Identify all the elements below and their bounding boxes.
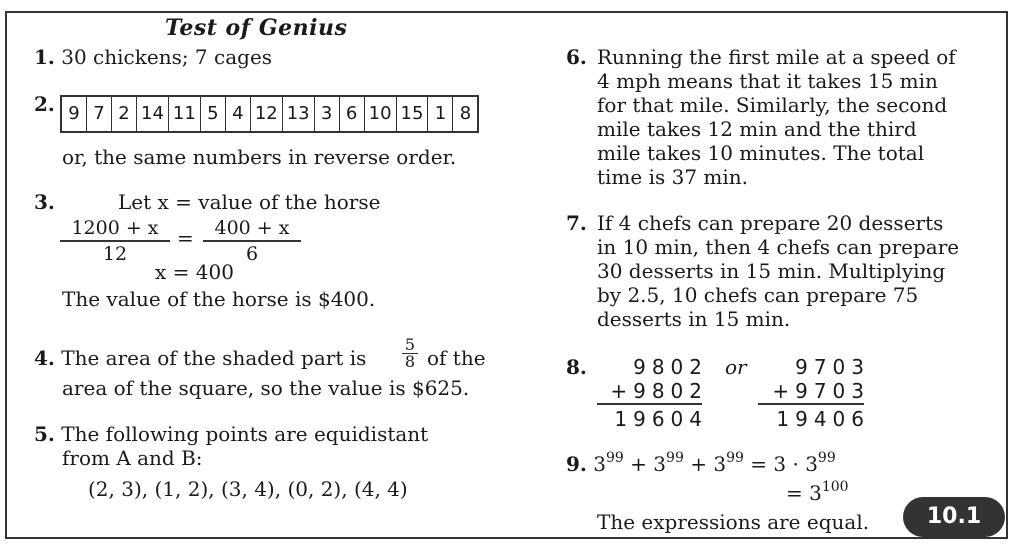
exponent: 99 xyxy=(726,450,744,466)
text-line: desserts in 15 min. xyxy=(597,307,791,331)
text-line: by 2.5, 10 chefs can prepare 75 xyxy=(597,283,919,307)
problem-8-number: 8. xyxy=(566,355,587,379)
exponent: 99 xyxy=(817,450,836,466)
problem-2-note: or, the same numbers in reverse order. xyxy=(62,145,457,169)
fraction-five-eighths xyxy=(402,337,418,370)
sequence-cell: 11 xyxy=(169,97,201,131)
sequence-cell: 8 xyxy=(459,103,472,124)
sequence-cell: 15 xyxy=(397,97,429,131)
problem-4-text-b: of the xyxy=(427,346,486,370)
problem-7-number: 7. xyxy=(566,211,587,235)
addend-bottom: +9703 xyxy=(772,379,870,403)
text-line: in 10 min, then 4 chefs can prepare xyxy=(597,235,960,259)
sequence-cell: 7 xyxy=(87,97,112,131)
problem-number: 4. xyxy=(34,346,55,370)
problem-4-line-1 xyxy=(34,346,366,370)
plus-sign: + xyxy=(690,452,707,476)
sequence-cell: 13 xyxy=(283,97,315,131)
problem-5-points: (2, 3), (1, 2), (3, 4), (0, 2), (4, 4) xyxy=(88,477,408,501)
problem-7-text xyxy=(597,211,959,331)
sum-rule xyxy=(597,403,702,405)
exponent: 99 xyxy=(666,450,684,466)
sequence-cell: 6 xyxy=(340,97,365,131)
problem-1 xyxy=(34,45,272,69)
problem-text: 30 chickens; 7 cages xyxy=(61,45,273,69)
result-base: 3 xyxy=(809,481,822,505)
problem-9-conclusion: The expressions are equal. xyxy=(597,510,870,534)
sequence-cell: 2 xyxy=(112,97,137,131)
fraction-right xyxy=(203,217,301,265)
text-line: Running the first mile at a speed of xyxy=(597,45,956,69)
problem-3-conclusion: The value of the horse is $400. xyxy=(62,287,376,311)
rhs-product: 3 · 3 xyxy=(773,452,818,476)
equals-sign: = xyxy=(750,452,768,476)
term: 3 xyxy=(653,452,667,476)
text-line: 4 mph means that it takes 15 min xyxy=(597,69,938,93)
addend-top: 9703 xyxy=(795,355,870,379)
equals-sign: = xyxy=(177,226,194,250)
problem-4-line-2: area of the square, so the value is $625. xyxy=(62,376,470,400)
page-badge: 10.1 xyxy=(903,497,1005,537)
text-line: mile takes 12 min and the third xyxy=(597,117,917,141)
sequence-cell: 14 xyxy=(137,97,169,131)
problem-3-number: 3. xyxy=(34,190,55,214)
problem-6-text xyxy=(597,45,956,189)
exponent: 100 xyxy=(821,479,849,495)
fraction-numerator: 5 xyxy=(402,337,418,354)
sum: 19406 xyxy=(776,407,870,431)
sequence-cell: 5 xyxy=(201,97,226,131)
problem-3-let-line: Let x = value of the horse xyxy=(118,190,381,214)
text-line: 30 desserts in 15 min. Multiplying xyxy=(597,259,946,283)
fraction-left-numerator: 1200 + x xyxy=(60,217,170,242)
problem-3-solution: x = 400 xyxy=(155,260,234,284)
text-line: time is 37 min. xyxy=(597,165,749,189)
or-label: or xyxy=(725,355,747,379)
text-line: for that mile. Similarly, the second xyxy=(597,93,948,117)
problem-number: 5. xyxy=(34,422,55,446)
problem-5-line-2: from A and B: xyxy=(62,446,203,470)
fraction-right-denominator: 6 xyxy=(245,243,259,265)
problem-2-number: 2. xyxy=(34,92,55,116)
fraction-left-denominator: 12 xyxy=(102,243,128,265)
problem-5-line-1 xyxy=(34,422,428,446)
problem-6-number: 6. xyxy=(566,45,587,69)
equals-sign: = xyxy=(786,481,803,505)
sequence-cell: 1 xyxy=(428,97,453,131)
problem-number: 9. xyxy=(566,452,587,476)
text-line: mile takes 10 minutes. The total xyxy=(597,141,925,165)
text-line: If 4 chefs can prepare 20 desserts xyxy=(597,211,944,235)
sequence-cell: 4 xyxy=(226,97,251,131)
sequence-cell: 9 xyxy=(62,97,87,131)
sequence-cell: 12 xyxy=(251,97,283,131)
fraction-denominator: 8 xyxy=(404,352,416,371)
problem-9-equation xyxy=(566,452,836,476)
sequence-cell: 3 xyxy=(315,97,340,131)
addition-a xyxy=(592,355,708,431)
sum: 19604 xyxy=(614,407,708,431)
fraction-right-numerator: 400 + x xyxy=(203,217,301,242)
exponent: 99 xyxy=(605,450,624,466)
page-title: Test of Genius xyxy=(165,15,348,41)
problem-number: 1. xyxy=(34,45,55,69)
number-sequence-grid xyxy=(60,95,479,133)
problem-9-result xyxy=(786,481,849,505)
problem-5-text: The following points are equidistant xyxy=(61,422,429,446)
sequence-cell: 10 xyxy=(365,97,397,131)
term: 3 xyxy=(713,452,727,476)
plus-sign: + xyxy=(630,452,647,476)
addend-top: 9802 xyxy=(633,355,708,379)
addend-bottom: +9802 xyxy=(610,379,708,403)
fraction-left xyxy=(60,217,170,265)
term: 3 xyxy=(593,452,606,476)
sum-rule xyxy=(758,403,864,405)
addition-b xyxy=(752,355,870,431)
problem-4-text-a: The area of the shaded part is xyxy=(61,346,367,370)
